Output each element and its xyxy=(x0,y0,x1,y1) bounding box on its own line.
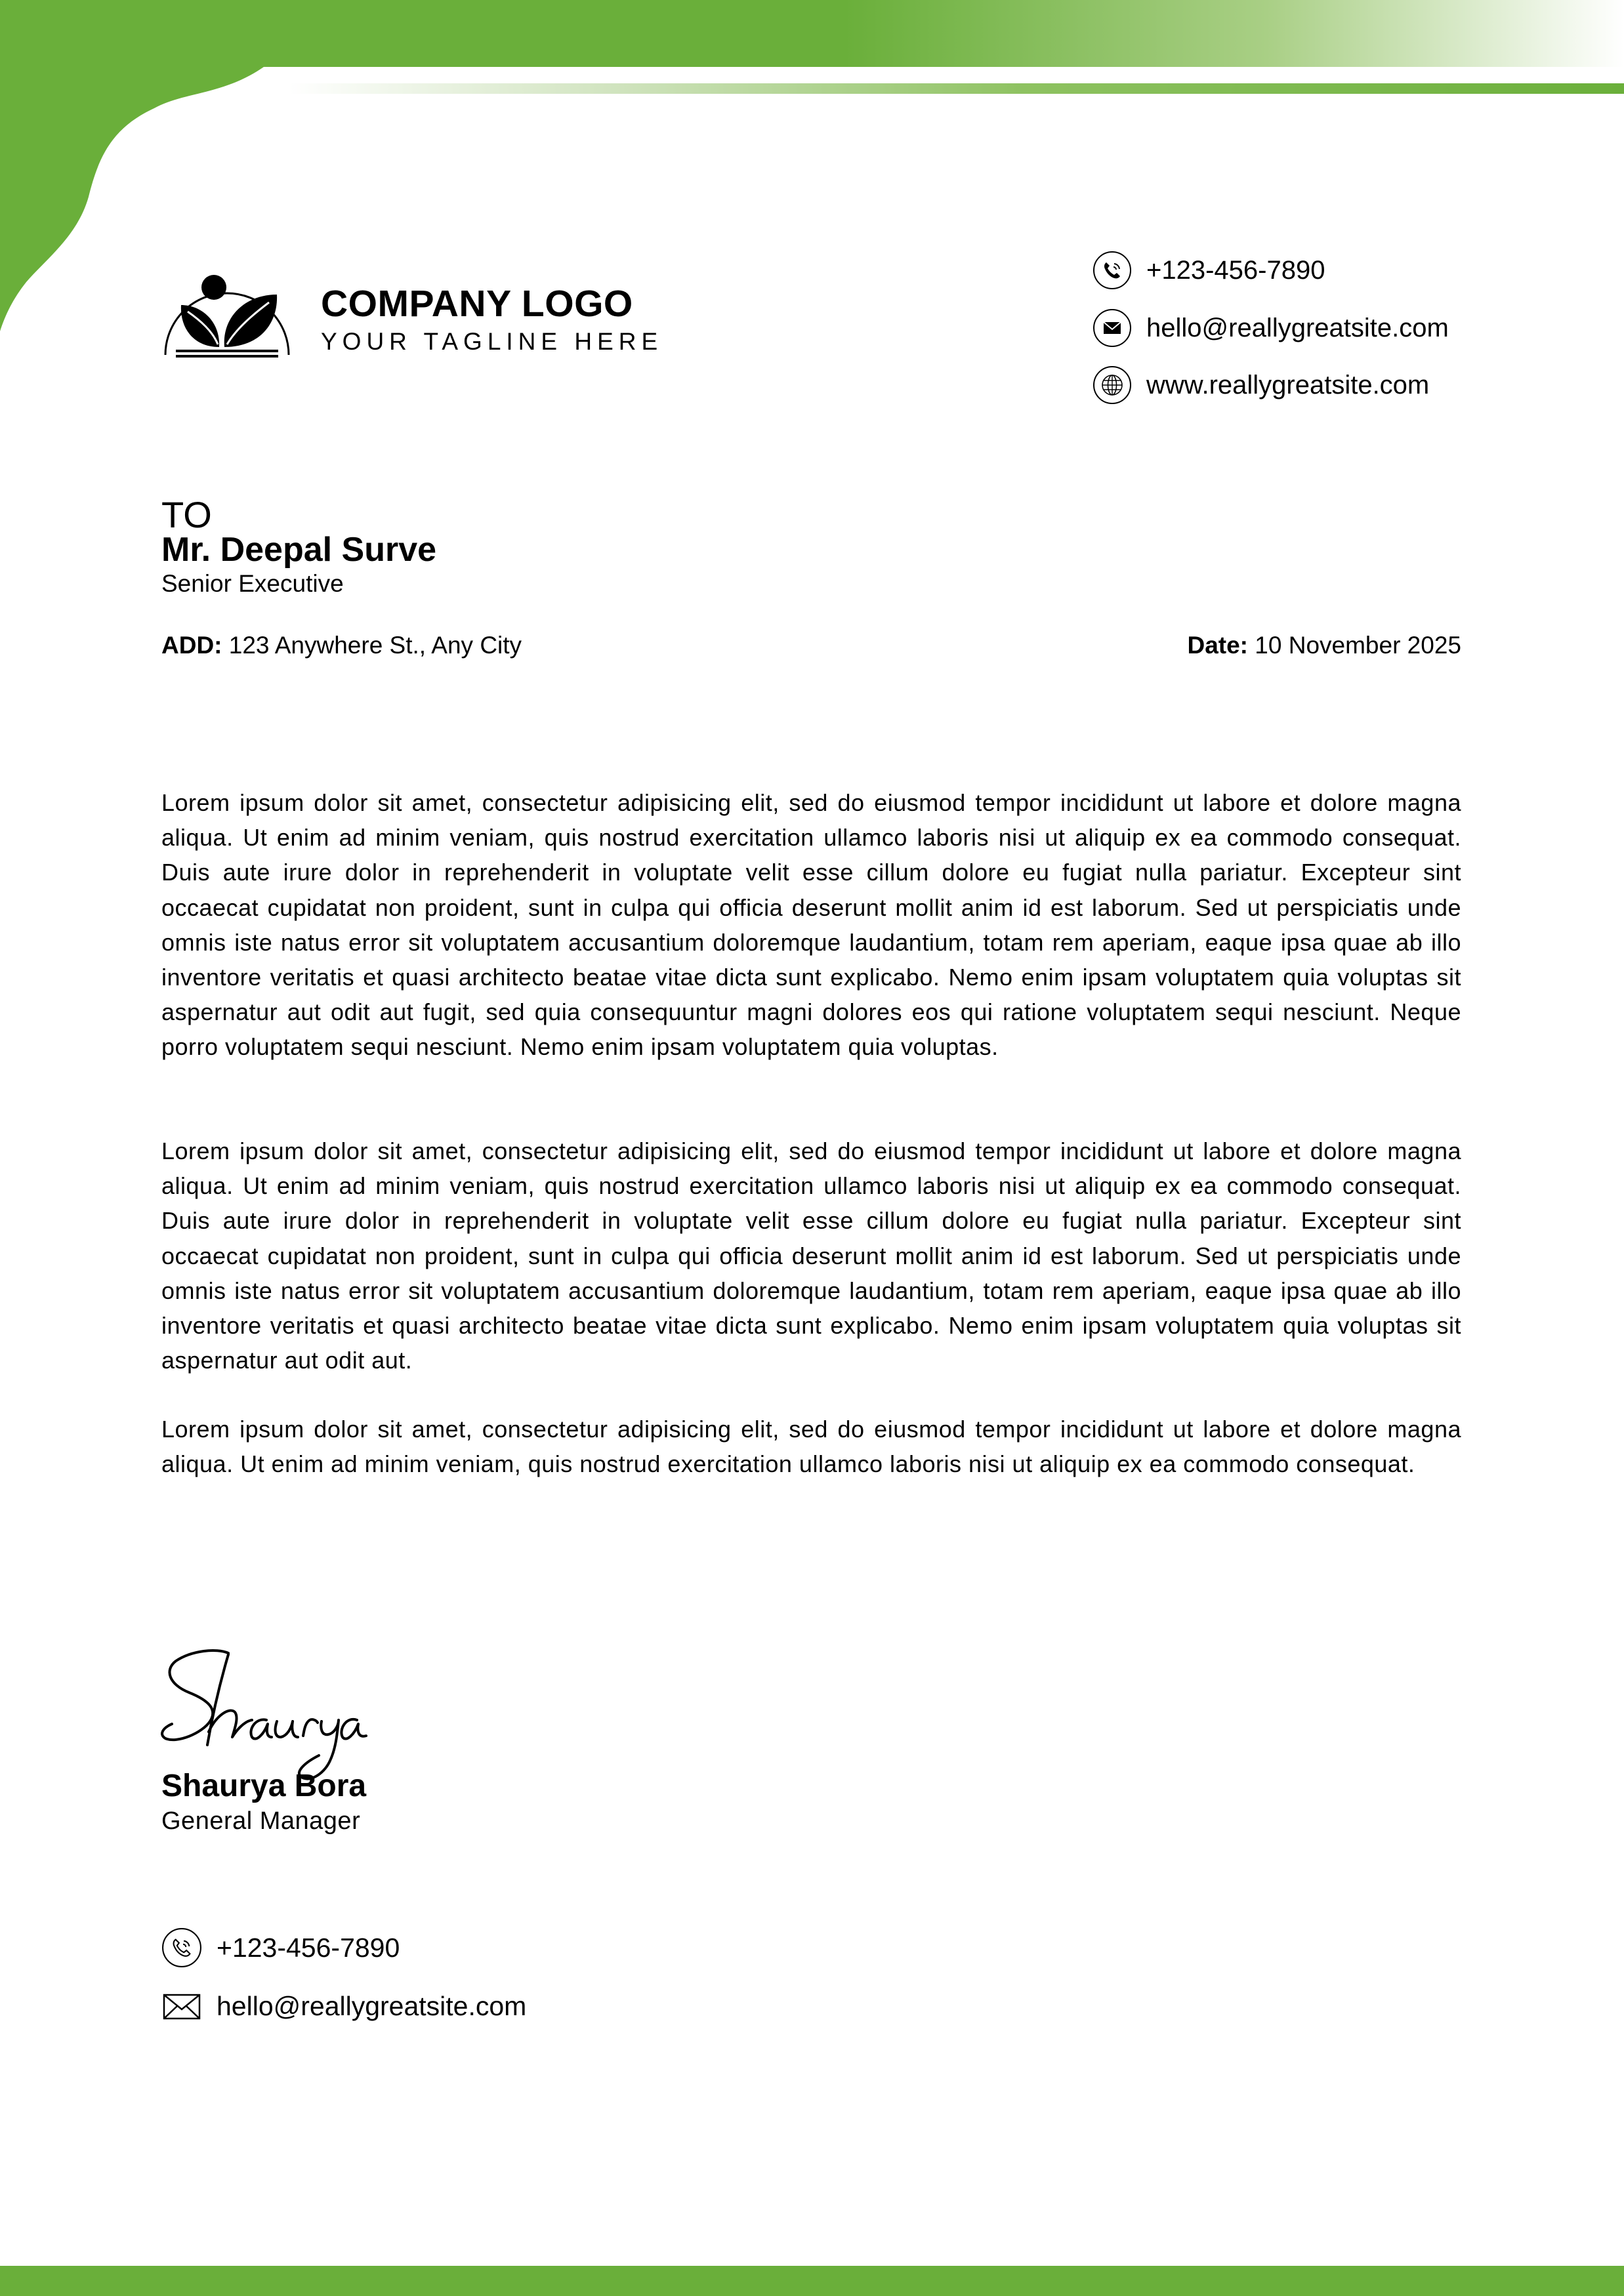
letter-date xyxy=(1187,632,1461,659)
sender-name: Shaurya Bora xyxy=(161,1769,367,1803)
mail-icon xyxy=(161,1986,202,2026)
header-email xyxy=(1093,307,1449,349)
phone-icon xyxy=(1093,251,1132,290)
globe-icon xyxy=(1093,365,1132,405)
footer-phone-text[interactable]: +123-456-7890 xyxy=(217,1932,400,1963)
sender-title: General Manager xyxy=(161,1807,361,1835)
header-phone xyxy=(1093,249,1325,291)
footer-phone xyxy=(161,1926,400,1969)
footer-email xyxy=(161,1984,526,2028)
signature-image xyxy=(157,1647,381,1784)
footer-bar xyxy=(0,2266,1624,2296)
header-phone-text[interactable]: +123-456-7890 xyxy=(1146,255,1325,285)
header-email-text[interactable]: hello@reallygreatsite.com xyxy=(1146,313,1449,342)
body-paragraph-1: Lorem ipsum dolor sit amet, consectetur adipisicing elit, sed do eiusmod tempor incididunt ut labore et dolore magna aliqua. Ut enim ad minim veniam, quis nostrud exercitation ullamco laboris nisi ut aliquip ex ea commodo consequat. Duis aute irure dolor in reprehenderit in voluptate velit esse cillum dolore eu fugiat nulla pariatur. Excepteur sint occaecat cupidatat non proident, sunt in culpa qui officia deserunt mollit anim id est laborum. Sed ut perspiciatis unde omnis iste natus error sit voluptatem accusantium doloremque laudantium, totam rem aperiam, eaque ipsa quae ab illo inventore veritatis et quasi architecto beatae vitae dicta sunt explicabo. Nemo enim ipsam voluptatem quia voluptas sit aspernatur aut odit aut fugit, sed quia consequuntur magni dolores eos qui ratione voluptatem sequi nesciunt. Neque porro voluptatem sequi nesciunt. Nemo enim ipsam voluptatem quia voluptas. xyxy=(161,789,1461,1061)
mail-icon xyxy=(1093,308,1132,348)
company-name: COMPANY LOGO xyxy=(321,283,633,325)
address-label: ADD: xyxy=(161,632,222,659)
recipient-name: Mr. Deepal Surve xyxy=(161,531,437,569)
leaf-logo-icon xyxy=(161,251,293,360)
body-paragraph-2: Lorem ipsum dolor sit amet, consectetur adipisicing elit, sed do eiusmod tempor incididunt ut labore et dolore magna aliqua. Ut enim ad minim veniam, quis nostrud exercitation ullamco laboris nisi ut aliquip ex ea commodo consequat. Duis aute irure dolor in reprehenderit in voluptate velit esse cillum dolore eu fugiat nulla pariatur. Excepteur sint occaecat cupidatat non proident, sunt in culpa qui officia deserunt mollit anim id est laborum. Sed ut perspiciatis unde omnis iste natus error sit voluptatem accusantium doloremque laudantium, totam rem aperiam, eaque ipsa quae ab illo inventore veritatis et quasi architecto beatae vitae dicta sunt explicabo. Nemo enim ipsam voluptatem quia voluptas sit aspernatur aut odit aut. xyxy=(161,1138,1461,1374)
company-tagline: YOUR TAGLINE HERE xyxy=(321,328,663,355)
header-website-text[interactable]: www.reallygreatsite.com xyxy=(1146,370,1430,400)
recipient-title: Senior Executive xyxy=(161,570,344,597)
header-website xyxy=(1093,364,1429,406)
to-label: TO xyxy=(161,494,212,535)
date-label: Date: xyxy=(1187,632,1249,659)
address-value: 123 Anywhere St., Any City xyxy=(222,632,522,659)
body-paragraph-3: Lorem ipsum dolor sit amet, consectetur adipisicing elit, sed do eiusmod tempor incididunt ut labore et dolore magna aliqua. Ut enim ad minim veniam, quis nostrud exercitation ullamco laboris nisi ut aliquip ex ea commodo consequat. xyxy=(161,1416,1461,1478)
top-thin-stripe xyxy=(289,83,1624,94)
phone-icon xyxy=(161,1927,202,1968)
date-value: 10 November 2025 xyxy=(1248,632,1461,659)
footer-email-text[interactable]: hello@reallygreatsite.com xyxy=(217,1990,527,2021)
recipient-address xyxy=(161,632,522,659)
